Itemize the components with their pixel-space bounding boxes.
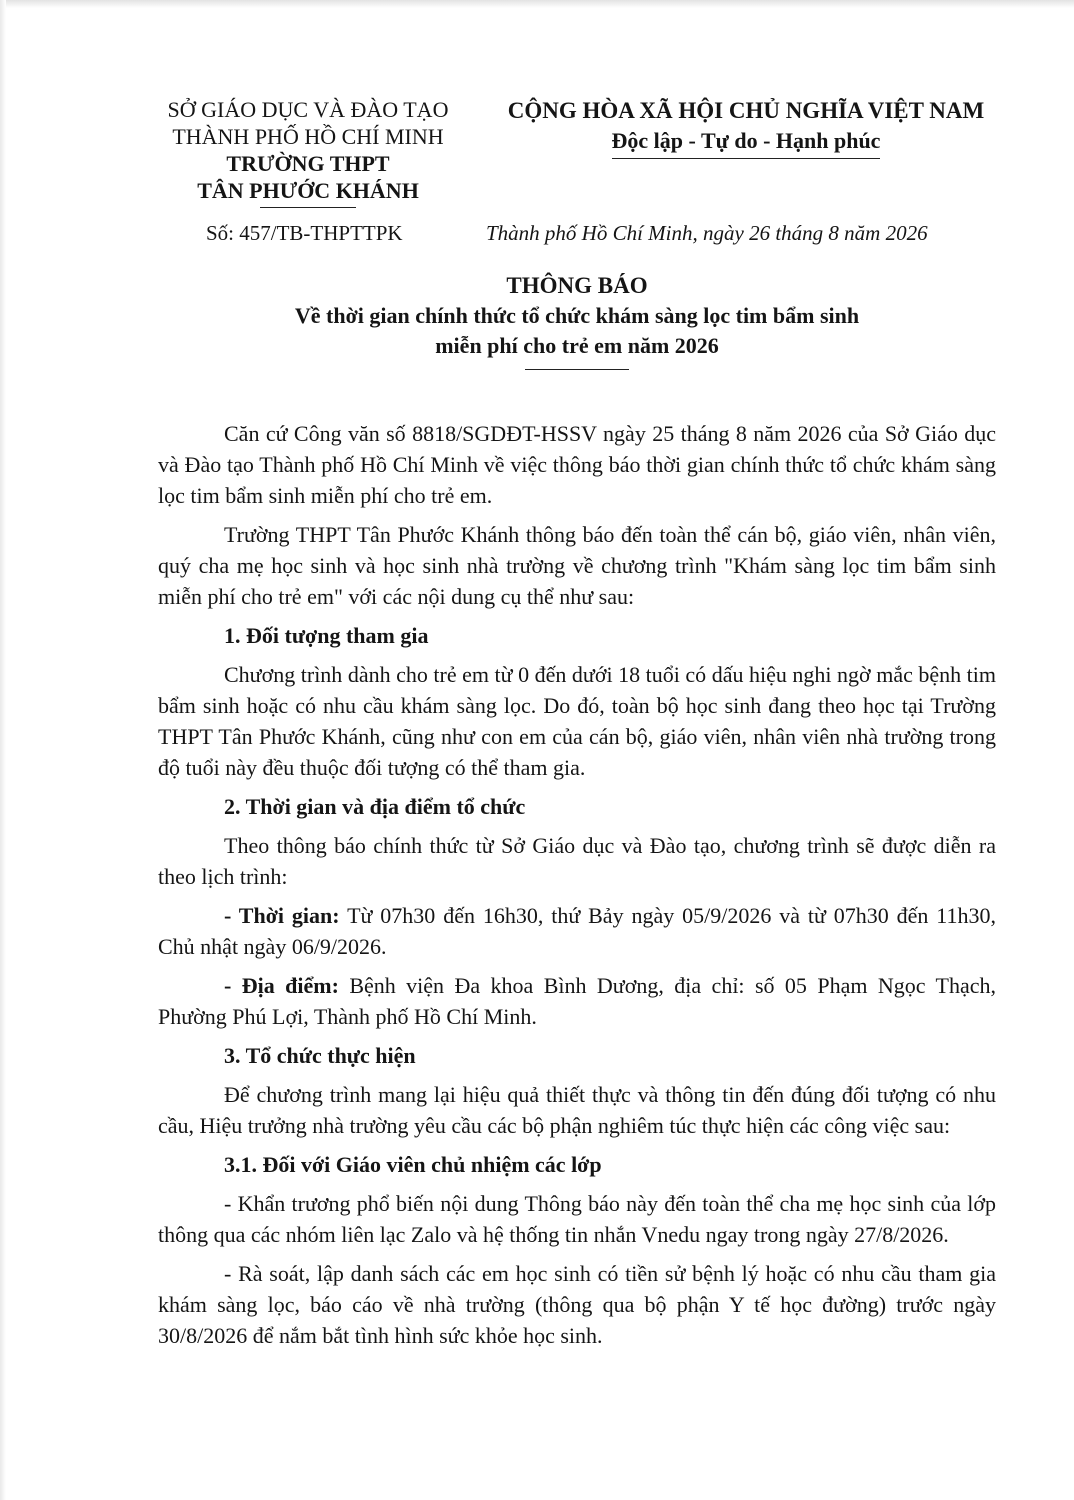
agency-line-2: THÀNH PHỐ HỒ CHÍ MINH <box>172 124 444 149</box>
title-underline <box>525 369 629 370</box>
place-and-date: Thành phố Hồ Chí Minh, ngày 26 tháng 8 năm 2026 <box>486 221 928 245</box>
section-2-heading: 2. Thời gian và địa điểm tổ chức <box>224 794 526 819</box>
section-3-1-item-2: - Rà soát, lập danh sách các em học sinh có tiền sử bệnh lý hoặc có nhu cầu tham gia khám sàng lọc, báo cáo về nhà trường (thông qua bộ phận Y tế học đường) trước ngày 30/8/2026 để nắm bắt tình hình sức khỏe học sinh. <box>158 1261 996 1348</box>
intro-paragraph: Trường THPT Tân Phước Khánh thông báo đến toàn thể cán bộ, giáo viên, nhân viên, quý cha mẹ học sinh và học sinh nhà trường về chương trình "Khám sàng lọc tim bẩm sinh miễn phí cho trẻ em" với các nội dung cụ thể như sau: <box>158 522 996 609</box>
section-2-time <box>158 900 996 962</box>
title-subject-line-1: Về thời gian chính thức tổ chức khám sàng lọc tim bẩm sinh <box>294 303 860 328</box>
section-3-1-item-1: - Khẩn trương phổ biến nội dung Thông báo này đến toàn thể cha mẹ học sinh của lớp thông qua các nhóm liên lạc Zalo và hệ thống tin nhắn Vnedu ngay trong ngày 27/8/2026. <box>158 1191 996 1247</box>
section-3-heading: 3. Tổ chức thực hiện <box>224 1043 416 1068</box>
time-text: Từ 07h30 đến 16h30, thứ Bảy ngày 05/9/2026 và từ 07h30 đến 11h30, Chủ nhật ngày 06/9/2026. <box>158 903 996 959</box>
section-3-1-heading: 3.1. Đối với Giáo viên chủ nhiệm các lớp <box>224 1152 602 1177</box>
national-motto: Độc lập - Tự do - Hạnh phúc <box>612 126 881 159</box>
title-subject-line-2: miễn phí cho trẻ em năm 2026 <box>435 333 719 358</box>
section-3-text: Để chương trình mang lại hiệu quả thiết thực và thông tin đến đúng đối tượng có nhu cầu, Hiệu trưởng nhà trường yêu cầu các bộ phận nghiêm túc thực hiện các công việc sau: <box>158 1082 996 1138</box>
document-header <box>158 0 996 205</box>
issuing-agency <box>158 96 458 208</box>
section-1-text: Chương trình dành cho trẻ em từ 0 đến dưới 18 tuổi có dấu hiệu nghi ngờ mắc bệnh tim bẩm sinh hoặc có nhu cầu khám sàng lọc. Do đó, toàn bộ học sinh đang theo học tại Trường THPT Tân Phước Khánh, cũng như con em của cán bộ, giáo viên, nhân viên nhà trường trong độ tuổi này đều thuộc đối tượng có thể tham gia. <box>158 662 996 780</box>
section-2-place <box>158 970 996 1032</box>
country-name: CỘNG HÒA XÃ HỘI CHỦ NGHĨA VIỆT NAM <box>507 98 985 123</box>
place-text: Bệnh viện Đa khoa Bình Dương, địa chỉ: số 05 Phạm Ngọc Thạch, Phường Phú Lợi, Thành phố Hồ Chí Minh. <box>158 973 996 1029</box>
national-heading <box>496 96 996 159</box>
reference-number: Số: 457/TB-THPTTPK <box>206 221 403 245</box>
agency-line-1: SỞ GIÁO DỤC VÀ ĐÀO TẠO <box>167 97 449 122</box>
page-left-shadow <box>0 0 6 1500</box>
reference-line <box>158 205 996 253</box>
section-2-text: Theo thông báo chính thức từ Sở Giáo dục và Đào tạo, chương trình sẽ được diễn ra theo lịch trình: <box>158 833 996 889</box>
school-line-1: TRƯỜNG THPT <box>226 151 390 176</box>
title-main: THÔNG BÁO <box>506 273 648 298</box>
school-line-2: TÂN PHƯỚC KHÁNH <box>197 178 419 203</box>
place-label: - Địa điểm: <box>224 973 339 998</box>
section-1-heading: 1. Đối tượng tham gia <box>224 623 429 648</box>
legal-basis-paragraph: Căn cứ Công văn số 8818/SGDĐT-HSSV ngày 25 tháng 8 năm 2026 của Sở Giáo dục và Đào tạo Thành phố Hồ Chí Minh về việc thông báo thời gian chính thức tổ chức khám sàng lọc tim bẩm sinh miễn phí cho trẻ em. <box>158 421 996 508</box>
time-label: - Thời gian: <box>224 903 340 928</box>
document-title <box>158 271 996 370</box>
document-body <box>158 418 996 1351</box>
